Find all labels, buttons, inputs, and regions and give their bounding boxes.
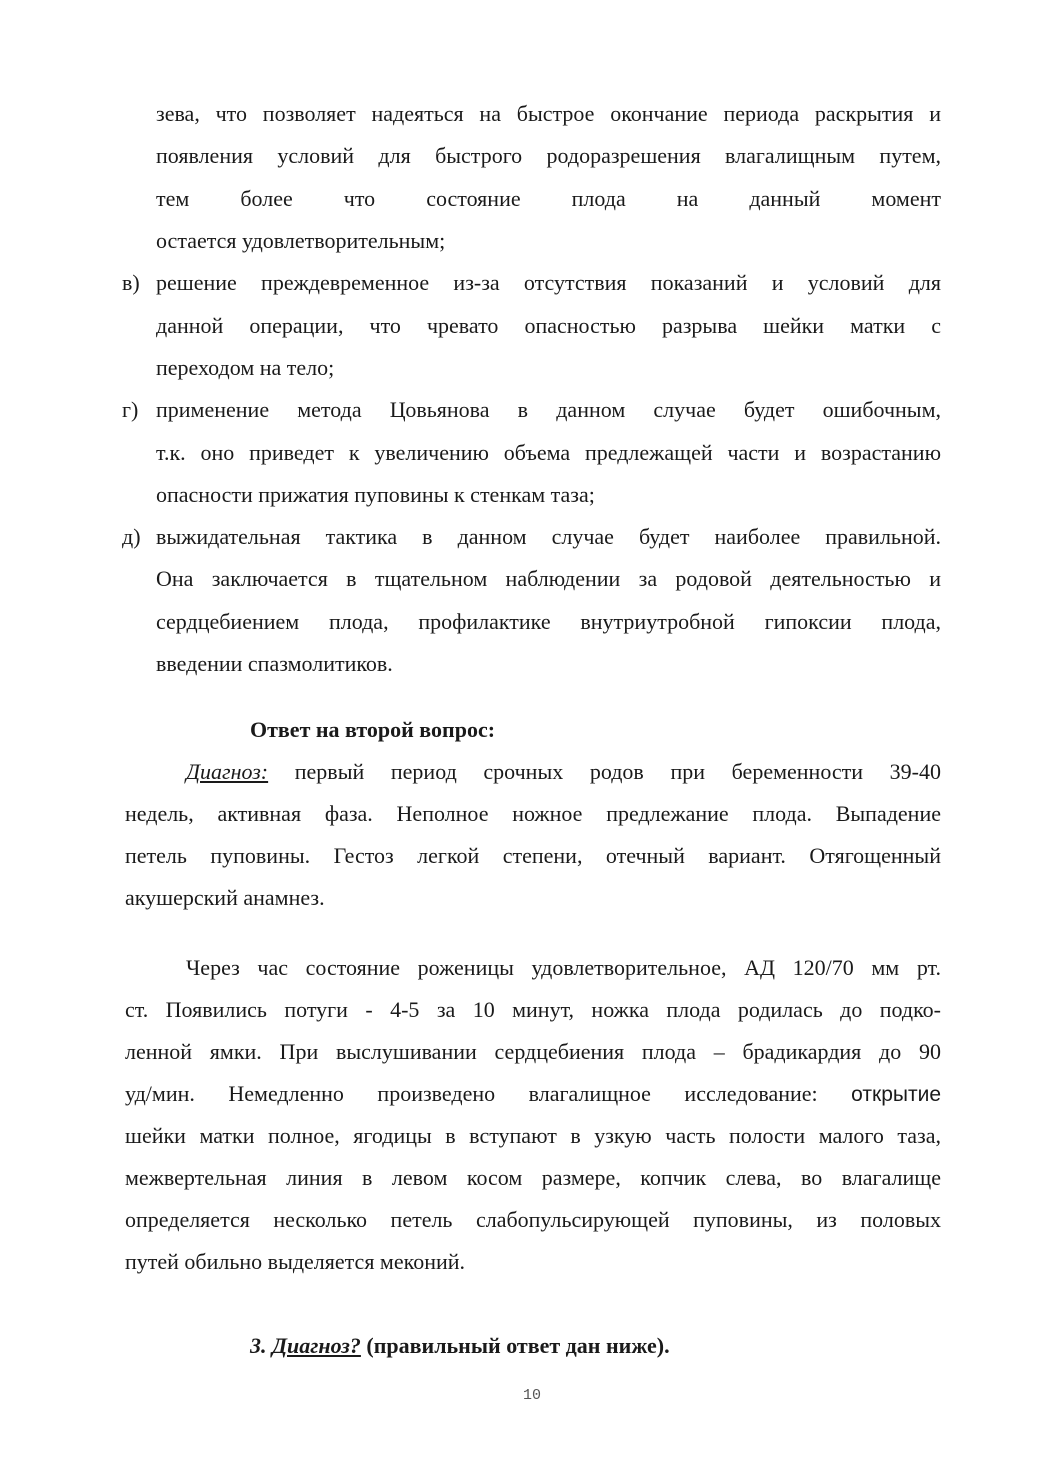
case-line: шейки матки полное, ягодицы в вступают в узкую часть полости малого таза, bbox=[125, 1123, 941, 1148]
page-number: 10 bbox=[522, 1387, 541, 1404]
question-3 bbox=[250, 1332, 670, 1360]
case-line bbox=[125, 1080, 941, 1109]
case-line: ленной ямки. При выслушивании сердцебиения плода – брадикардия до 90 bbox=[125, 1039, 941, 1064]
list-marker-g: г) bbox=[122, 397, 139, 422]
list-continuation-line: тем более что состояние плода на данный момент bbox=[156, 186, 941, 211]
list-marker-v: в) bbox=[122, 270, 140, 295]
case-line-text: уд/мин. Немедленно произведено влагалищное исследование: bbox=[125, 1081, 852, 1106]
list-continuation-line: появления условий для быстрого родоразрешения влагалищным путем, bbox=[156, 143, 941, 168]
question-3-number: 3. bbox=[250, 1333, 267, 1358]
list-continuation-line: остается удовлетворительным; bbox=[156, 228, 446, 253]
case-line-sans-word: открытие bbox=[851, 1083, 941, 1106]
diagnosis-text: первый период срочных родов при беременности 39-40 bbox=[268, 759, 941, 784]
question-3-label: Диагноз? bbox=[272, 1333, 361, 1358]
list-item-line: т.к. оно приведет к увеличению объема предлежащей части и возрастанию bbox=[156, 440, 941, 465]
list-marker-d: д) bbox=[122, 524, 141, 549]
case-line: Через час состояние роженицы удовлетворительное, АД 120/70 мм рт. bbox=[186, 955, 941, 980]
case-line: определяется несколько петель слабопульсирующей пуповины, из половых bbox=[125, 1207, 941, 1232]
list-item-line: выжидательная тактика в данном случае будет наиболее правильной. bbox=[156, 524, 941, 549]
diagnosis-line: недель, активная фаза. Неполное ножное предлежание плода. Выпадение bbox=[125, 801, 941, 826]
list-item-line: опасности прижатия пуповины к стенкам таза; bbox=[156, 482, 595, 507]
list-item-line: данной операции, что чревато опасностью разрыва шейки матки с bbox=[156, 313, 941, 338]
case-line: путей обильно выделяется меконий. bbox=[125, 1249, 466, 1274]
list-item-line: применение метода Цовьянова в данном случае будет ошибочным, bbox=[156, 397, 941, 422]
answer-heading: Ответ на второй вопрос: bbox=[250, 717, 496, 742]
list-item-line: решение преждевременное из-за отсутствия показаний и условий для bbox=[156, 270, 941, 295]
diagnosis-first-line bbox=[186, 758, 941, 786]
diagnosis-line: акушерский анамнез. bbox=[125, 885, 325, 910]
list-continuation-line: зева, что позволяет надеяться на быстрое окончание периода раскрытия и bbox=[156, 101, 941, 126]
diagnosis-line: петель пуповины. Гестоз легкой степени, отечный вариант. Отягощенный bbox=[125, 843, 941, 868]
question-3-text: (правильный ответ дан ниже). bbox=[360, 1333, 670, 1358]
diagnosis-label: Диагноз: bbox=[186, 759, 269, 784]
case-line: межвертельная линия в левом косом размере, копчик слева, во влагалище bbox=[125, 1165, 941, 1190]
case-line: ст. Появились потуги - 4-5 за 10 минут, ножка плода родилась до подко- bbox=[125, 997, 941, 1022]
list-item-line: введении спазмолитиков. bbox=[156, 651, 393, 676]
list-item-line: Она заключается в тщательном наблюдении за родовой деятельностью и bbox=[156, 566, 941, 591]
list-item-line: переходом на тело; bbox=[156, 355, 335, 380]
list-item-line: сердцебиением плода, профилактике внутриутробной гипоксии плода, bbox=[156, 609, 941, 634]
